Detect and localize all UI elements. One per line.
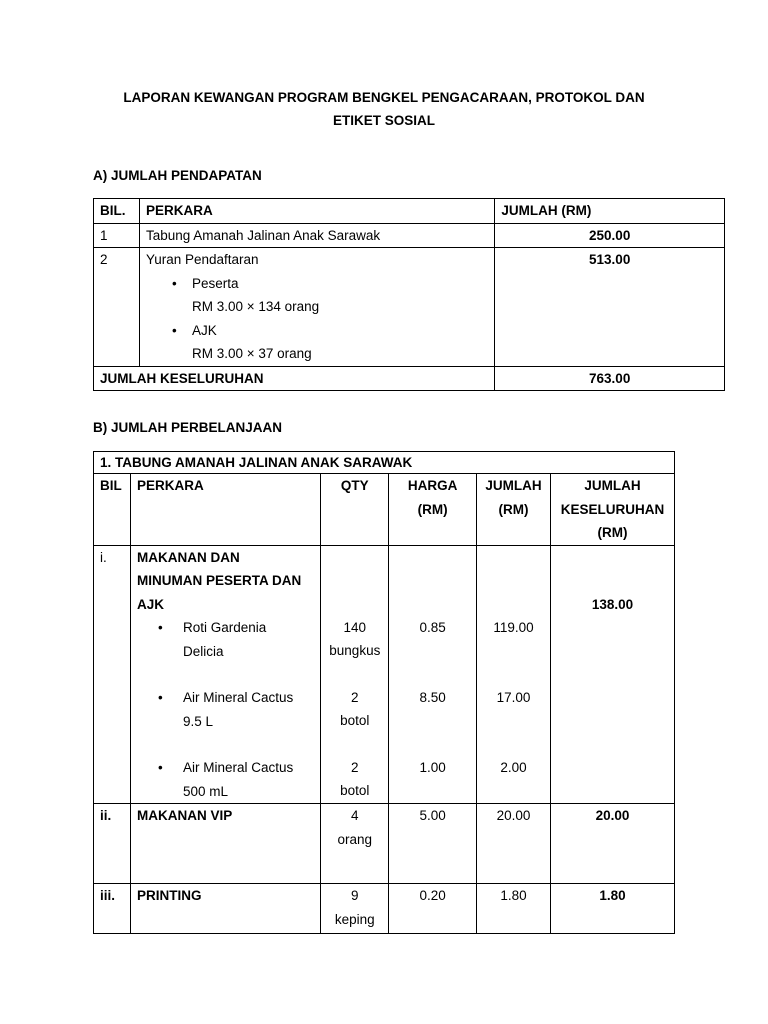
header-keseluruhan-line-2: KESELURUHAN (560, 501, 665, 517)
qty-unit: botol (340, 783, 370, 798)
header-jumlah (477, 474, 551, 546)
list-item (146, 272, 488, 319)
qty-value: 140 (343, 619, 367, 635)
list-item (137, 616, 314, 686)
cell-harga: 5.00 (389, 804, 477, 884)
header-bil: BIL. (94, 199, 140, 224)
expense-table (93, 451, 675, 934)
expense-header-row (94, 474, 675, 546)
header-bil: BIL (94, 474, 131, 546)
header-keseluruhan-line-1: JUMLAH (584, 478, 641, 493)
income-row (94, 223, 725, 248)
report-title-line-2: ETIKET SOSIAL (332, 113, 435, 128)
expense-table-title: 1. TABUNG AMANAH JALINAN ANAK SARAWAK (94, 452, 675, 474)
cell-jumlah (477, 545, 551, 804)
header-harga (389, 474, 477, 546)
header-keseluruhan-line-3: (RM) (597, 525, 628, 540)
sub-item-name: • Peserta (191, 275, 239, 291)
keseluruhan-value: 138.00 (591, 596, 634, 612)
cell-jumlah: 20.00 (477, 804, 551, 884)
header-harga-line-1: HARGA (407, 478, 458, 493)
jumlah-value: 119.00 (493, 619, 534, 635)
cell-jumlah: 250.00 (495, 223, 725, 248)
jumlah-value: 2.00 (500, 759, 527, 775)
list-item (146, 319, 488, 366)
cell-perkara: MAKANAN VIP (130, 804, 320, 884)
sub-item-detail: RM 3.00 × 37 orang (191, 346, 312, 361)
harga-value: 8.50 (419, 689, 446, 705)
harga-value: 0.85 (419, 619, 446, 635)
cell-keseluruhan: 20.00 (551, 804, 675, 884)
qty-value: 2 (351, 689, 359, 705)
header-jumlah: JUMLAH (RM) (495, 199, 725, 224)
cell-bil: iii. (94, 884, 131, 934)
qty-value: 2 (351, 759, 359, 775)
cell-bil: ii. (94, 804, 131, 884)
cell-bil: i. (94, 545, 131, 804)
income-header-row (94, 199, 725, 224)
sub-item-detail: RM 3.00 × 134 orang (191, 299, 320, 314)
header-perkara: PERKARA (130, 474, 320, 546)
sub-item-list (137, 616, 314, 803)
cell-perkara: PRINTING (130, 884, 320, 934)
cell-jumlah: 513.00 (495, 248, 725, 367)
sub-item-name-line-1: • Air Mineral Cactus (182, 760, 294, 775)
cell-bil: 1 (94, 223, 140, 248)
header-harga-line-2: (RM) (417, 501, 448, 517)
header-jumlah-line-2: (RM) (498, 501, 529, 517)
qty-unit: bungkus (329, 643, 381, 658)
report-title-line-1: LAPORAN KEWANGAN PROGRAM BENGKEL PENGACARAAN, PROTOKOL DAN (123, 90, 645, 105)
expense-row (94, 884, 675, 934)
harga-value: 1.00 (419, 759, 446, 775)
section-b-heading: B) JUMLAH PERBELANJAAN (93, 420, 283, 435)
list-item (137, 686, 314, 756)
cell-harga: 0.20 (389, 884, 477, 934)
income-row (94, 248, 725, 367)
qty-value: 9 (351, 888, 359, 903)
item-title-line-3: AJK (136, 596, 164, 612)
sub-item-name: • AJK (191, 322, 217, 338)
qty-unit: orang (337, 831, 373, 847)
qty-unit: botol (340, 713, 370, 728)
qty-unit: keping (334, 911, 375, 927)
total-value: 763.00 (495, 366, 725, 391)
total-label: JUMLAH KESELURUHAN (94, 366, 495, 391)
header-jumlah-line-1: JUMLAH (485, 478, 542, 493)
item-title-line-1: MAKANAN DAN (136, 549, 240, 565)
header-keseluruhan (551, 474, 675, 546)
cell-perkara (130, 545, 320, 804)
cell-harga (389, 545, 477, 804)
income-total-row (94, 366, 725, 391)
item-title: Yuran Pendaftaran (145, 252, 259, 267)
header-perkara: PERKARA (139, 199, 494, 224)
income-table (93, 198, 725, 391)
cell-perkara (139, 248, 494, 367)
sub-item-list (146, 272, 488, 366)
report-title (0, 86, 768, 132)
cell-qty (321, 884, 389, 934)
qty-value: 4 (351, 808, 359, 823)
cell-qty (321, 545, 389, 804)
expense-title-row (94, 452, 675, 474)
sub-item-name-line-2: 9.5 L (182, 713, 213, 729)
list-item (137, 756, 314, 803)
cell-jumlah: 1.80 (477, 884, 551, 934)
jumlah-value: 17.00 (496, 689, 531, 705)
expense-row (94, 804, 675, 884)
sub-item-name-line-2: Delicia (182, 643, 224, 659)
sub-item-name-line-1: • Roti Gardenia (182, 620, 267, 635)
item-title-line-2: MINUMAN PESERTA DAN (136, 573, 302, 588)
cell-keseluruhan (551, 545, 675, 804)
expense-row (94, 545, 675, 804)
cell-qty (321, 804, 389, 884)
sub-item-name-line-2: 500 mL (182, 783, 228, 799)
cell-perkara: Tabung Amanah Jalinan Anak Sarawak (139, 223, 494, 248)
sub-item-name-line-1: • Air Mineral Cactus (182, 690, 294, 705)
header-qty: QTY (321, 474, 389, 546)
cell-bil: 2 (94, 248, 140, 367)
cell-keseluruhan: 1.80 (551, 884, 675, 934)
section-a-heading: A) JUMLAH PENDAPATAN (93, 168, 262, 183)
